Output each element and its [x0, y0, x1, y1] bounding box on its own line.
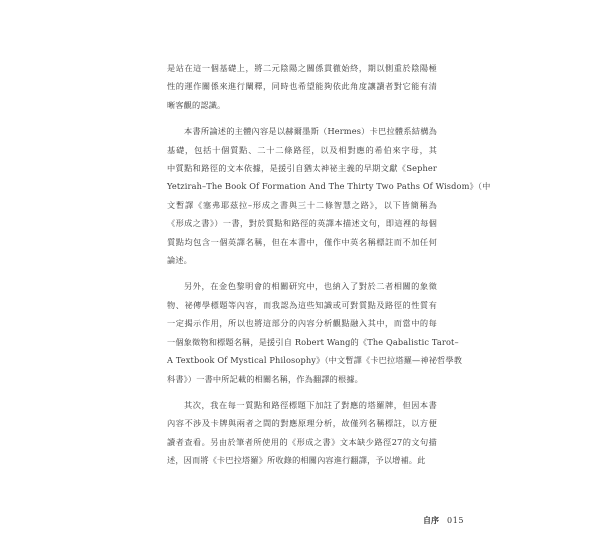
text-line: 性的運作關係來進行闡釋，同時也希望能夠依此角度讓讀者對它能有清	[167, 81, 437, 92]
paragraph	[167, 122, 491, 269]
text-line: 科書》）一書中所記載的相關名稱，作為翻譯的根據。	[167, 373, 364, 384]
text-line: 讀者查看。另由於筆者所使用的《形成之書》文本缺少路徑27的文句描	[167, 436, 437, 447]
body-text	[167, 59, 491, 478]
paragraph	[167, 396, 437, 470]
text-line: 文暫譯《塞弗耶茲拉–形成之書與三十二條智慧之路》，以下皆簡稱為	[167, 199, 437, 210]
paragraph	[167, 277, 463, 387]
text-line: 基礎，包括十個質點、二十二條路徑，以及相對應的希伯來字母，其	[167, 144, 437, 155]
text-line: A Textbook Of Mystical Philosophy》（中文暫譯《卡巴拉塔羅—神祕哲學教	[167, 355, 463, 366]
text-line: 一定揭示作用，所以也將這部分的內容分析觀點融入其中，而當中的每	[167, 318, 437, 329]
text-line: 內容不涉及卡牌與兩者之間的對應原理分析，故僅列名稱標註，以方便	[167, 418, 437, 429]
text-line: 物、祕傳學標題等內容，而我認為這些知識或可對質點及路徑的性質有	[167, 299, 437, 310]
text-line: 中質點和路徑的文本依據，是援引自猶太神祕主義的早期文獻《Sepher	[167, 163, 437, 174]
text-line: 另外，在金色黎明會的相關研究中，也納入了對於二者相關的象徵	[184, 281, 437, 292]
running-section-title: 自序	[423, 515, 439, 525]
text-line: 本書所論述的主體內容是以赫爾墨斯（Hermes）卡巴拉體系結構為	[184, 126, 437, 137]
text-line: Yetzirah–The Book Of Formation And The Thirty Two Paths Of Wisdom》（中	[167, 181, 491, 192]
text-line: 一個象徵物和標題名稱，是援引自 Robert Wang的《The Qabalistic Tarot–	[167, 336, 459, 347]
text-line: 述，因而將《卡巴拉塔羅》所收錄的相關內容進行翻譯，予以增補。此	[167, 455, 426, 466]
paragraph	[167, 59, 437, 114]
page-footer	[423, 515, 464, 526]
text-line: 論述。	[167, 255, 193, 266]
text-line: 晰客觀的認識。	[167, 99, 226, 110]
page-number: 015	[447, 516, 465, 525]
text-line: 質點均包含一個英譯名稱，但在本書中，僅作中英名稱標註而不加任何	[167, 236, 437, 247]
text-line: 是站在這一個基礎上，將二元陰陽之關係貫徹始終，期以側重於陰陽極	[167, 63, 437, 73]
text-line: 《形成之書》）一書，對於質點和路徑的英譯本描述文句，即這裡的每個	[167, 218, 437, 229]
text-line: 其次，我在每一質點和路徑標題下加註了對應的塔羅牌，但因本書	[184, 399, 437, 410]
